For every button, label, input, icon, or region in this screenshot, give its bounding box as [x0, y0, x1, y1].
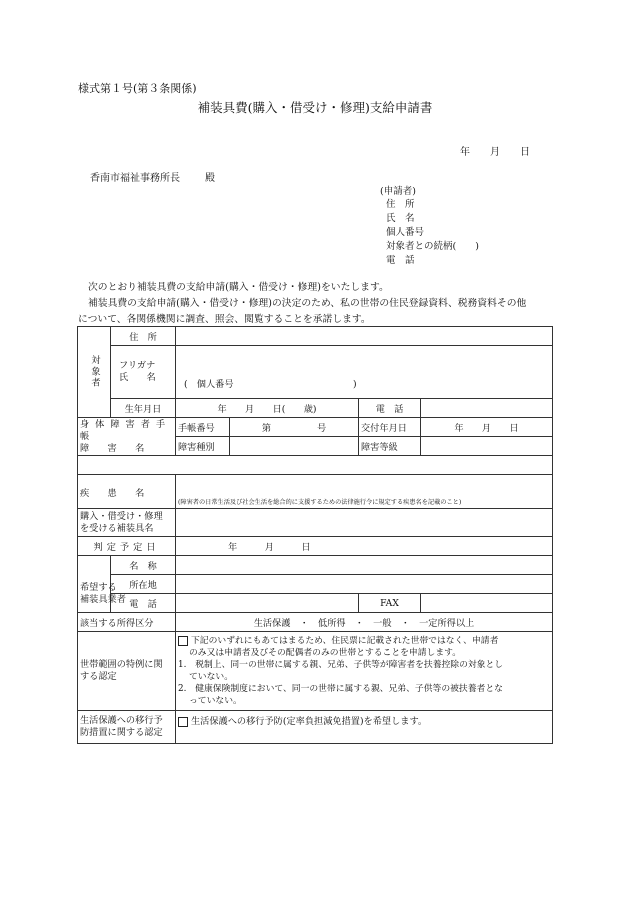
scheduled-date-label: 判定予定日 [78, 537, 176, 556]
household-item-1a: 1. 税制上、同一の世帯に属する親、兄弟、子供等が障害者を扶養控除の対象とし [178, 660, 504, 670]
name-label-cell [111, 346, 176, 399]
scheduled-date-field[interactable]: 年 月 日 [176, 537, 553, 556]
household-field [176, 632, 553, 711]
vendor-label-2: 補装具業者 [80, 594, 126, 605]
vendor-address-label: 所在地 [111, 575, 176, 594]
device-label-1: 購入・借受け・修理 [80, 510, 163, 522]
vendor-name-field[interactable] [176, 556, 553, 575]
fax-label: FAX [359, 594, 421, 613]
application-table [77, 326, 553, 744]
disability-type-field[interactable] [230, 437, 359, 456]
applicant-name: 氏 名 [386, 213, 415, 224]
applicant-label: (申請者) [380, 186, 416, 197]
issue-date-field[interactable]: 年 月 日 [421, 418, 553, 437]
vendor-label-1: 希望する [80, 582, 117, 593]
disease-label: 疾 患 名 [78, 475, 176, 509]
vendor-phone-label: 電 話 [111, 594, 176, 613]
vendor-name-label: 名 称 [111, 556, 176, 575]
disability-grade-label: 障害等級 [359, 437, 421, 456]
name-label: 氏 名 [119, 372, 156, 383]
personal-number-field[interactable]: ( 個人番号 ) [184, 379, 357, 390]
applicant-phone: 電 話 [386, 255, 415, 266]
household-item-2b: っていない。 [189, 696, 242, 706]
income-options[interactable]: 生活保護 ・ 低所得 ・ 一般 ・ 一定所得以上 [176, 613, 553, 632]
welfare-text: 生活保護への移行予防(定率負担減免措置)を希望します。 [191, 716, 428, 727]
date-line: 年 月 日 [460, 147, 530, 158]
furigana-label: フリガナ [119, 360, 156, 371]
device-label-2: を受ける補装具名 [80, 522, 154, 534]
handbook-label-1: 身体障害者手帳 [80, 418, 172, 442]
applicant-address: 住 所 [386, 199, 415, 210]
handbook-number-label: 手帳番号 [176, 418, 230, 437]
household-line-1: 下記のいずれにもあてはまるため、住民票に記載された世帯ではなく、申請者 [191, 636, 499, 646]
household-checkbox[interactable] [178, 636, 188, 646]
disability-grade-field[interactable] [421, 437, 553, 456]
address-label: 住 所 [111, 327, 176, 346]
disease-note: (障害者の日常生活及び社会生活を総合的に支援するための法律施行令に規定する疾患名を記載のこと) [178, 499, 462, 506]
household-item-2a: 2. 健康保険制度において、同一の世帯に属する親、兄弟、子供等の被扶養者とな [178, 684, 503, 694]
household-label-1: 世帯範囲の特例に関 [80, 659, 163, 670]
subject-label: 対象者 [78, 327, 111, 418]
birthdate-label: 生年月日 [111, 399, 176, 418]
device-label [78, 509, 176, 537]
household-item-1b: ていない。 [189, 672, 233, 682]
device-field[interactable] [176, 509, 553, 537]
paragraph-consent-1: 補装具費の支給申請(購入・借受け・修理)の決定のため、私の世帯の住民登録資料、税務資料その他 [88, 298, 527, 309]
paragraph-request: 次のとおり補装具費の支給申請(購入・借受け・修理)をいたします。 [88, 282, 389, 293]
welfare-label-1: 生活保護への移行予 [80, 715, 163, 726]
handbook-label-2: 障 害 名 [80, 442, 145, 454]
phone-label: 電 話 [359, 399, 421, 418]
form-title: 補装具費(購入・借受け・修理)支給申請書 [197, 100, 433, 115]
fax-field[interactable] [421, 594, 553, 613]
welfare-checkbox[interactable] [178, 717, 188, 727]
household-line-2: のみ又は申請者及びその配偶者のみの世帯とすることを申請します。 [189, 648, 462, 658]
addressee-honorific: 殿 [205, 173, 215, 184]
disability-name-field[interactable] [78, 456, 553, 475]
welfare-label-2: 防措置に関する認定 [80, 727, 163, 738]
issue-date-label: 交付年月日 [359, 418, 421, 437]
welfare-label [78, 711, 176, 744]
disability-type-label: 障害種別 [176, 437, 230, 456]
handbook-number-field[interactable]: 第 号 [230, 418, 359, 437]
income-label: 該当する所得区分 [78, 613, 176, 632]
address-field[interactable] [176, 327, 553, 346]
paragraph-consent-2: について、各関係機関に調査、照会、閲覧することを承諾します。 [78, 314, 371, 325]
disease-field[interactable] [176, 475, 553, 509]
form-number: 様式第１号(第３条関係) [78, 82, 197, 95]
birthdate-field[interactable]: 年 月 日( 歳) [176, 399, 359, 418]
applicant-relation: 対象者との続柄( ) [386, 241, 479, 252]
vendor-address-field[interactable] [176, 575, 553, 594]
name-field[interactable] [176, 346, 553, 399]
phone-field[interactable] [421, 399, 553, 418]
vendor-phone-field[interactable] [176, 594, 359, 613]
welfare-field [176, 711, 553, 744]
vendor-label [80, 582, 126, 606]
household-label-2: する認定 [80, 671, 117, 682]
household-label [78, 632, 176, 711]
addressee: 香南市福祉事務所長 [90, 173, 180, 184]
applicant-personal-number: 個人番号 [386, 227, 425, 238]
handbook-label [78, 418, 176, 456]
